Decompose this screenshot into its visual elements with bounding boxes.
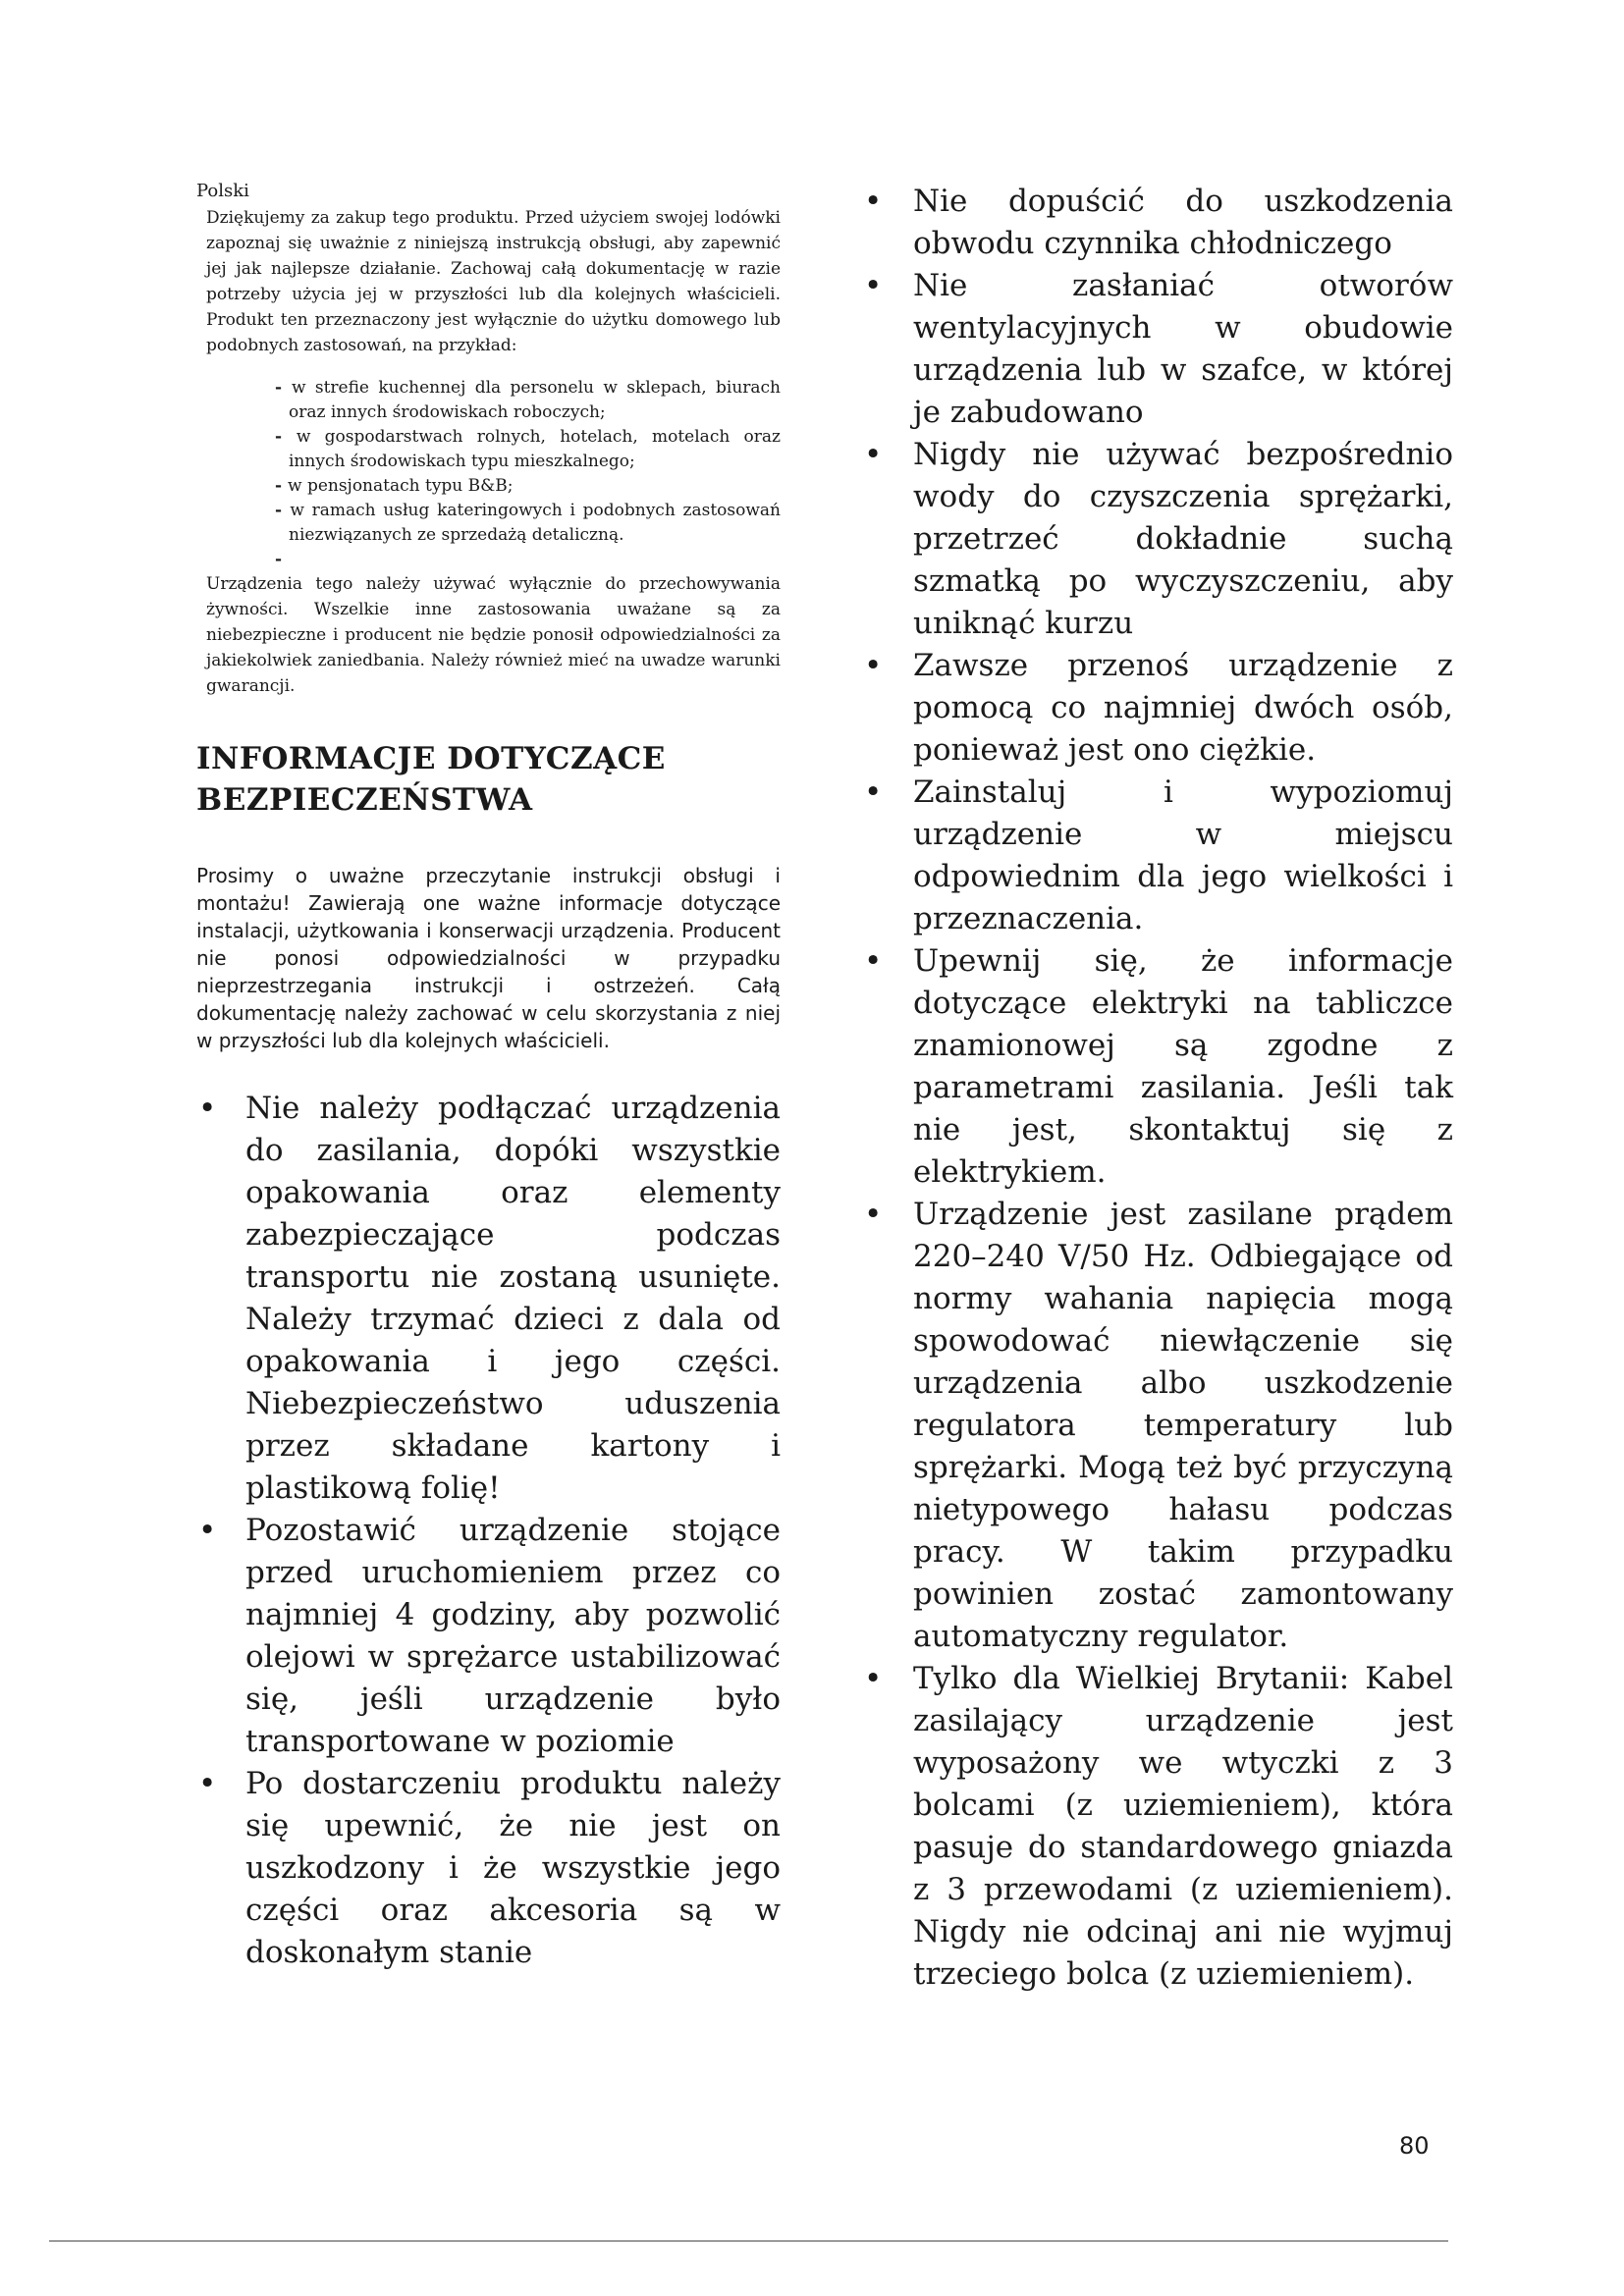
bullet-icon: • xyxy=(864,774,883,810)
bullet-icon: • xyxy=(864,648,883,683)
bullet-icon: • xyxy=(864,1197,883,1232)
safety-bullet-item xyxy=(864,1194,1453,1658)
safety-bullet-text: Urządzenie jest zasilane prądem 220–240 V/50 Hz. Odbiegające od normy wahania napięcia mogą spowodować niewłączenie się urządzenia albo uszkodzenie regulatora temperatury lub sprężarki. Mogą też być przyczyną nietypowego hałasu podczas pracy. W takim przypadku powinien zostać zamontowany automatyczny regulator. xyxy=(913,1197,1453,1654)
safety-bullet-text: Pozostawić urządzenie stojące przed uruchomieniem przez co najmniej 4 godziny, aby pozwolić olejowi w sprężarce ustabilizować się, jeśli urządzenie było transportowane w poziomie xyxy=(245,1513,781,1759)
safety-bullet-text: Nie należy podłączać urządzenia do zasilania, dopóki wszystkie opakowania oraz elementy zabezpieczające podczas transportu nie zostaną usunięte. Należy trzymać dzieci z dala od opakowania i jego części. Niebezpieczeństwo uduszenia przez składane kartony i plastikową folię! xyxy=(245,1091,781,1506)
bullet-icon: • xyxy=(864,943,883,979)
safety-bullet-item xyxy=(864,772,1453,940)
safety-bullet-item xyxy=(864,434,1453,645)
page-number: 80 xyxy=(1399,2132,1430,2160)
safety-bullet-item xyxy=(196,1510,781,1763)
safety-bullet-text: Nie zasłaniać otworów wentylacyjnych w obudowie urządzenia lub w szafce, w której je zabudowano xyxy=(913,268,1453,430)
safety-bullet-text: Po dostarczeniu produktu należy się upewnić, że nie jest on uszkodzony i że wszystkie jego części oraz akcesoria są w doskonałym stanie xyxy=(245,1766,781,1970)
usage-list-item: - w strefie kuchennej dla personelu w sklepach, biurach oraz innych środowiskach roboczych; xyxy=(275,376,781,425)
bullet-icon: • xyxy=(864,184,883,219)
safety-bullet-item xyxy=(864,1658,1453,1996)
intro-paragraph: Dziękujemy za zakup tego produktu. Przed użyciem swojej lodówki zapoznaj się uważnie z niniejszą instrukcją obsługi, aby zapewnić jej jak najlepsze działanie. Zachowaj całą dokumentację w razie potrzeby użycia jej w przyszłości lub dla kolejnych właścicieli. Produkt ten przeznaczony jest wyłącznie do użytku domowego lub podobnych zastosowań, na przykład: xyxy=(206,208,781,355)
safety-bullet-item xyxy=(196,1763,781,1974)
safety-bullet-item xyxy=(864,181,1453,265)
safety-bullet-text: Upewnij się, że informacje dotyczące elektryki na tabliczce znamionowej są zgodne z parametrami zasilania. Jeśli tak nie jest, skontaktuj się z elektrykiem. xyxy=(913,943,1453,1190)
bullet-icon: • xyxy=(864,1661,883,1696)
safety-bullet-item xyxy=(864,940,1453,1194)
safety-bullet-item xyxy=(864,265,1453,434)
usage-list-item: - w ramach usług kateringowych i podobnych zastosowań niezwiązanych ze sprzedażą detaliczną. xyxy=(275,499,781,548)
right-column xyxy=(864,181,1453,1996)
safety-bullet-text: Nie dopuścić do uszkodzenia obwodu czynnika chłodniczego xyxy=(913,184,1453,261)
safety-bullet-text: Zainstaluj i wypoziomuj urządzenie w miejscu odpowiednim dla jego wielkości i przeznaczenia. xyxy=(913,774,1453,936)
safety-heading: INFORMACJE DOTYCZĄCE BEZPIECZEŃSTWA xyxy=(196,741,666,818)
safety-intro-paragraph: Prosimy o uważne przeczytanie instrukcji obsługi i montażu! Zawierają one ważne informacje dotyczące instalacji, użytkowania i konserwacji urządzenia. Producent nie ponosi odpowiedzialności w przypadku nieprzestrzegania instrukcji i ostrzeżeń. Całą dokumentację należy zachować w celu skorzystania z niej w przyszłości lub dla kolejnych właścicieli. xyxy=(196,864,781,1052)
language-label: Polski xyxy=(196,181,249,201)
safety-bullet-item xyxy=(196,1088,781,1510)
usage-list-empty-item xyxy=(275,548,781,567)
safety-bullet-text: Zawsze przenoś urządzenie z pomocą co najmniej dwóch osób, ponieważ jest ono ciężkie. xyxy=(913,648,1453,768)
bullet-icon: • xyxy=(864,437,883,472)
safety-bullet-item xyxy=(864,645,1453,772)
bullet-icon: • xyxy=(864,268,883,303)
usage-list-item: - w gospodarstwach rolnych, hotelach, motelach oraz innych środowiskach typu mieszkalnego; xyxy=(275,425,781,474)
right-bullet-list xyxy=(864,181,1453,1996)
bullet-icon: • xyxy=(198,1091,217,1126)
left-column xyxy=(196,180,781,1974)
safety-bullet-text: Nigdy nie używać bezpośrednio wody do czyszczenia sprężarki, przetrzeć dokładnie suchą szmatką po wyczyszczeniu, aby uniknąć kurzu xyxy=(913,437,1453,641)
bullet-icon: • xyxy=(198,1513,217,1548)
left-bullet-list xyxy=(196,1088,781,1974)
usage-list xyxy=(275,376,781,567)
bullet-icon: • xyxy=(198,1766,217,1801)
footer-divider xyxy=(49,2240,1448,2242)
usage-list-item: - w pensjonatach typu B&B; xyxy=(275,474,781,499)
safety-bullet-text: Tylko dla Wielkiej Brytanii: Kabel zasilający urządzenie jest wyposażony we wtyczki z 3 bolcami (z uziemieniem), która pasuje do standardowego gniazda z 3 przewodami (z uziemieniem). Nigdy nie odcinaj ani nie wyjmuj trzeciego bolca (z uziemieniem). xyxy=(913,1661,1453,1992)
usage-note: Urządzenia tego należy używać wyłącznie do przechowywania żywności. Wszelkie inne zastosowania uważane są za niebezpieczne i producent nie będzie ponosił odpowiedzialności za jakiekolwiek zaniedbania. Należy również mieć na uwadze warunki gwarancji. xyxy=(206,574,781,696)
